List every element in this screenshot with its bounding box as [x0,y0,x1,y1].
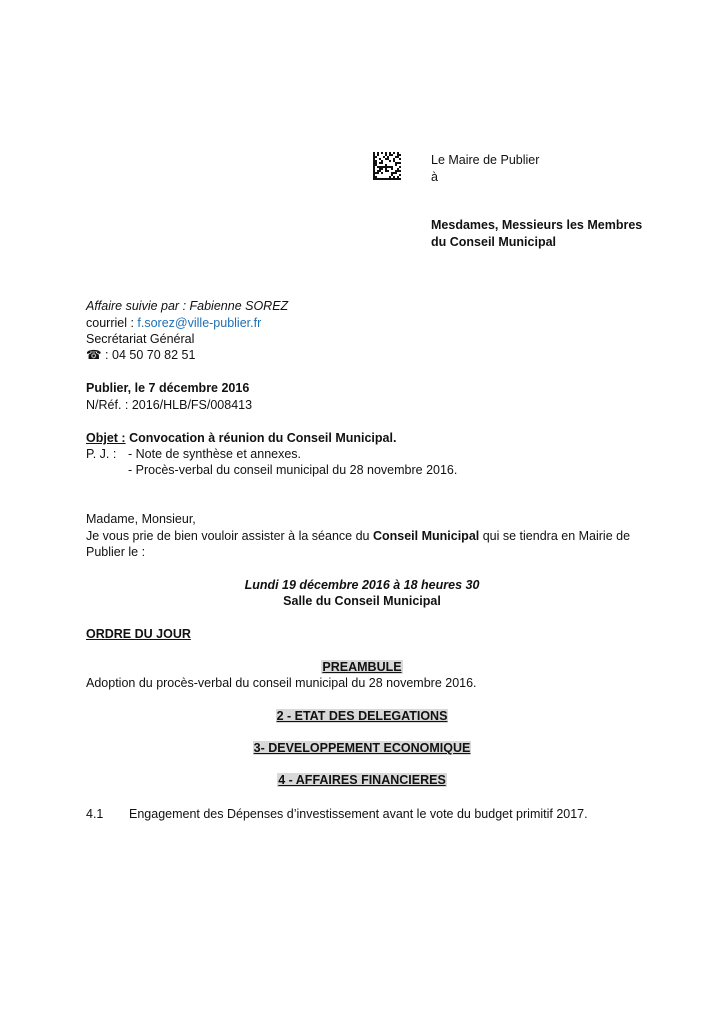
body-text: Je vous prie de bien vouloir assister à la séance du [86,529,373,543]
datamatrix-barcode [373,152,401,180]
subject-text: Convocation à réunion du Conseil Municipal. [125,431,397,445]
section-2-text: 2 - ETAT DES DELEGATIONS [276,709,448,723]
preambule-item: Adoption du procès-verbal du conseil municipal du 28 novembre 2016. [86,676,477,690]
subject-line [86,430,396,446]
salutation: Madame, Monsieur, [86,512,196,526]
sender-line: Le Maire de Publier [431,153,540,167]
item-4-1-number: 4.1 [86,807,104,821]
body-line-2: Publier le : [86,545,146,559]
to-line: à [431,170,438,184]
subject-label: Objet : [86,431,126,445]
email-line [86,315,261,331]
section-4-text: 4 - AFFAIRES FINANCIERES [278,773,446,787]
body-emphasis: Conseil Municipal [372,529,480,543]
meeting-datetime-text: Lundi 19 décembre 2016 à 18 heures 30 [244,578,480,592]
agenda-title: ORDRE DU JOUR [86,627,191,641]
body-text-end: qui se tiendra en Mairie de [479,529,631,543]
body-line-1 [86,528,630,544]
addressee-line-1: Mesdames, Messieurs les Membres [431,218,643,232]
phone-icon: ☎ [86,348,102,362]
email-label: courriel : [86,316,138,330]
section-3-text: 3- DEVELOPPEMENT ECONOMIQUE [253,741,471,755]
department: Secrétariat Général [86,332,195,346]
pj-label: P. J. : [86,447,117,461]
item-4-1-text: Engagement des Dépenses d’investissement avant le vote du budget primitif 2017. [129,807,588,821]
email-link[interactable]: f.sorez@ville-publier.fr [137,316,262,330]
addressee-line-2: du Conseil Municipal [431,235,557,249]
place-date: Publier, le 7 décembre 2016 [86,381,250,395]
phone-line [86,347,195,363]
meeting-room: Salle du Conseil Municipal [283,594,441,608]
section-3-heading [86,740,638,756]
preambule-heading [86,659,638,675]
attachment-2: - Procès-verbal du conseil municipal du 28 novembre 2016. [128,463,458,477]
followed-by: Affaire suivie par : Fabienne SOREZ [86,299,289,313]
preambule-text: PREAMBULE [322,660,402,674]
reference: N/Réf. : 2016/HLB/FS/008413 [86,398,253,412]
section-4-heading [86,772,638,788]
attachment-1: - Note de synthèse et annexes. [128,447,302,461]
phone-number: : 04 50 70 82 51 [101,348,196,362]
section-2-heading [86,708,638,724]
meeting-datetime [86,577,638,593]
